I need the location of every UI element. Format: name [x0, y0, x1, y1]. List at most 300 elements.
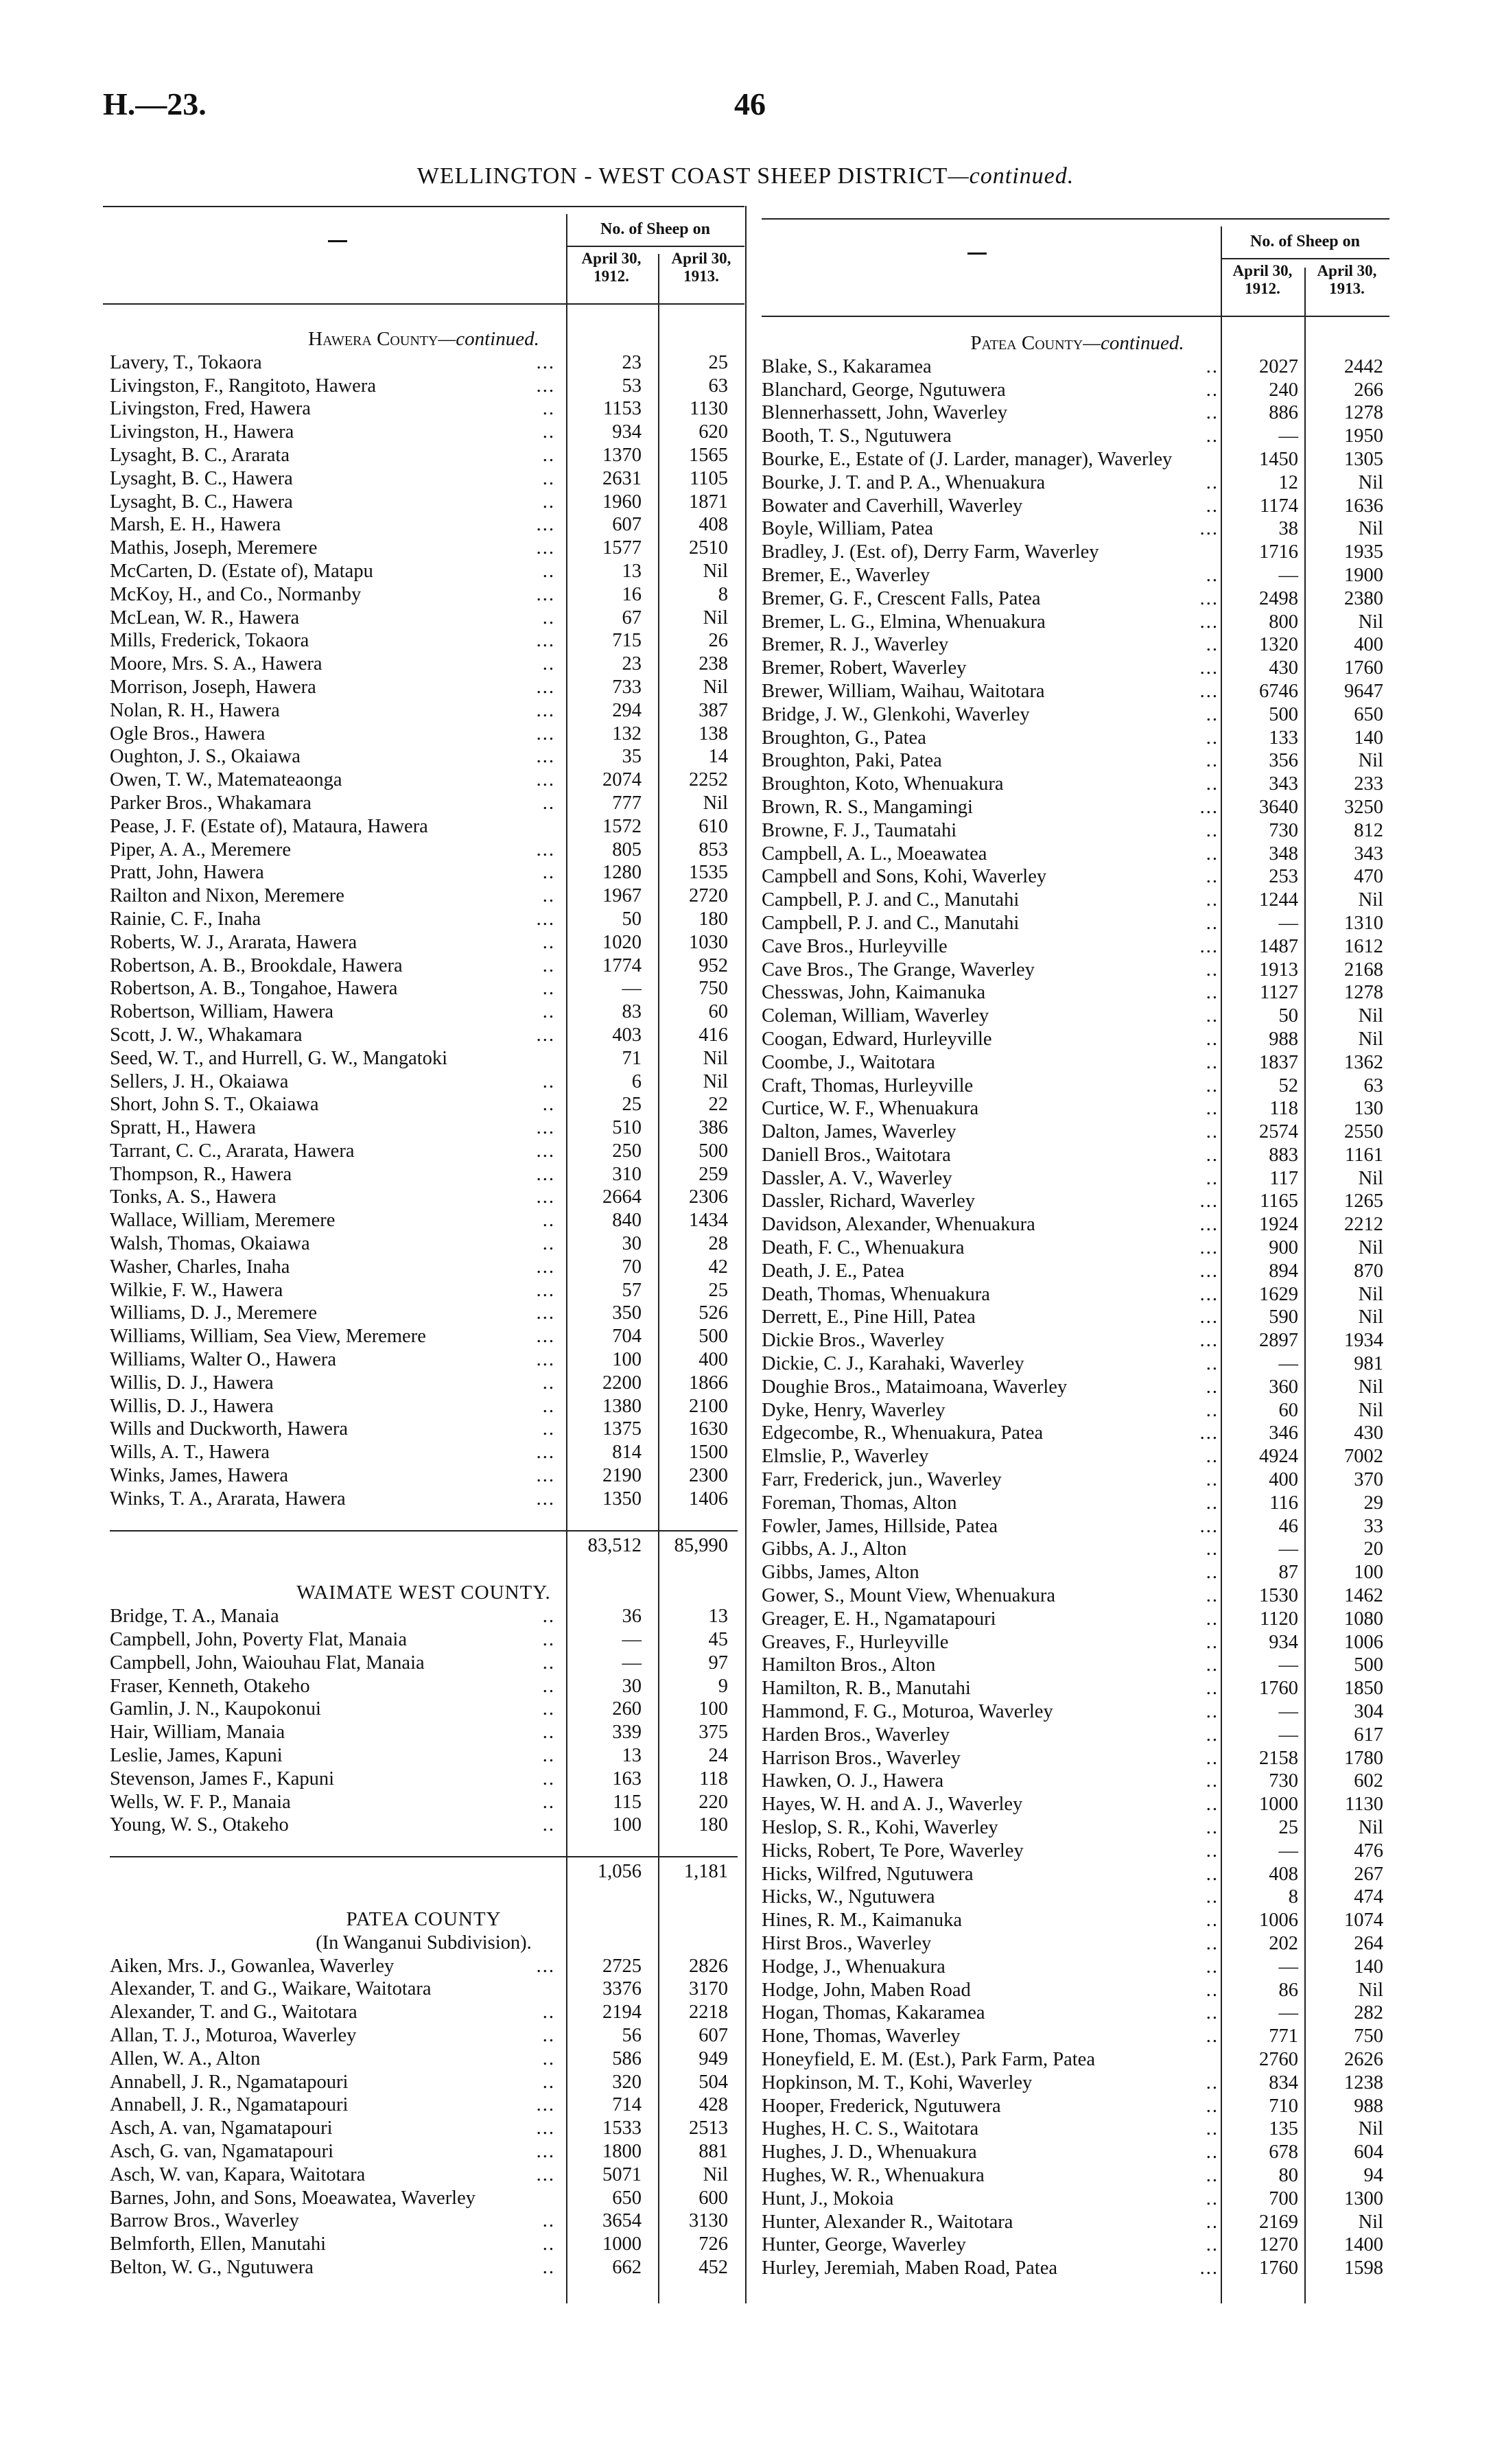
sheep-1913: 233	[1354, 773, 1383, 795]
leader-dots: ..	[1206, 1817, 1219, 1838]
leader-dots: ..	[1206, 1910, 1219, 1932]
right-column-list	[762, 332, 1393, 2280]
table-row	[762, 1700, 1393, 1724]
sheep-1913: 952	[698, 954, 728, 976]
sheep-1913: 1598	[1344, 2257, 1383, 2279]
table-row	[110, 1302, 738, 1325]
sheep-1912: —	[1278, 912, 1298, 934]
column-rule	[745, 206, 747, 2303]
sheep-1913: 1305	[1344, 448, 1383, 470]
sheep-1912: 163	[612, 1768, 642, 1790]
sheep-1912: 733	[612, 676, 642, 698]
sheep-1912: 800	[1269, 611, 1298, 633]
sheep-1913: 1265	[1344, 1190, 1383, 1212]
leader-dots: ..	[1206, 819, 1219, 841]
table-row	[110, 1256, 738, 1279]
owner-name: Bridge, T. A., Manaia	[110, 1606, 279, 1628]
owner-name: Hicks, W., Ngutuwera	[762, 1886, 935, 1908]
owner-name: Death, F. C., Whenuakura	[762, 1237, 965, 1259]
owner-name: Pratt, John, Hawera	[110, 862, 264, 884]
sheep-1912: 310	[612, 1163, 642, 1185]
sheep-count-group-label: No. of Sheep on	[566, 215, 744, 247]
owner-name: Barrow Bros., Waverley	[110, 2210, 299, 2232]
sheep-1912: 1127	[1260, 982, 1298, 1004]
sheep-1913: 750	[698, 978, 728, 1000]
owner-name: Thompson, R., Hawera	[110, 1163, 292, 1185]
sheep-1912: 1924	[1259, 1214, 1298, 1236]
table-row	[110, 1070, 738, 1094]
sheep-1913: 8	[718, 583, 728, 605]
sheep-1913: 60	[708, 1001, 728, 1023]
sheep-1913: 1871	[689, 491, 728, 513]
sheep-1912: 1380	[602, 1395, 642, 1417]
sheep-1912: 1629	[1259, 1283, 1298, 1305]
sheep-1912: 2190	[602, 1465, 642, 1487]
sheep-1912: 771	[1269, 2026, 1298, 2048]
table-row	[762, 1190, 1393, 1213]
owner-name: Blanchard, George, Ngutuwera	[762, 379, 1006, 401]
sheep-1912: 343	[1269, 773, 1298, 795]
sheep-1913: Nil	[1358, 1237, 1383, 1259]
leader-dots: ..	[542, 2002, 555, 2023]
leader-dots: ...	[536, 1442, 555, 1464]
leader-dots: ..	[1206, 703, 1219, 725]
leader-dots: ..	[1206, 1770, 1219, 1792]
sheep-1912: 1153	[603, 398, 642, 420]
leader-dots: ..	[1206, 471, 1219, 493]
sheep-1913: Nil	[703, 1070, 728, 1092]
sheep-1913: Nil	[1358, 750, 1383, 772]
sheep-1913: 1780	[1344, 1747, 1383, 1769]
owner-name: Roberts, W. J., Ararata, Hawera	[110, 931, 357, 953]
sheep-1912: 1244	[1259, 889, 1298, 911]
leader-dots: ...	[1199, 1306, 1219, 1328]
owner-name: Campbell, P. J. and C., Manutahi	[762, 912, 1020, 934]
table-row	[762, 1468, 1393, 1492]
owner-name: Gibbs, James, Alton	[762, 1562, 919, 1584]
leader-dots: ..	[1206, 2072, 1219, 2093]
leader-dots: ..	[542, 1745, 555, 1767]
owner-name: Winks, James, Hawera	[110, 1465, 289, 1487]
sheep-1912: 1760	[1259, 1678, 1298, 1700]
table-row	[110, 884, 738, 908]
sheep-1913: 1406	[689, 1488, 728, 1510]
leader-dots: ..	[1206, 1886, 1219, 1908]
owner-name: Hogan, Thomas, Kakaramea	[762, 2002, 985, 2024]
sheep-1912: 60	[1278, 1399, 1298, 1421]
table-row	[762, 703, 1393, 727]
table-row	[762, 425, 1393, 448]
table-row	[110, 397, 738, 421]
leader-dots: ..	[1206, 634, 1219, 656]
sheep-1913: 28	[708, 1233, 728, 1255]
sheep-count-group-label: No. of Sheep on	[1221, 228, 1389, 259]
owner-name: Hamilton, R. B., Manutahi	[762, 1678, 971, 1700]
sheep-1912: 356	[1269, 750, 1298, 772]
leader-dots: ...	[536, 1186, 555, 1208]
sheep-1912: 253	[1269, 866, 1298, 888]
sheep-1912: 1800	[602, 2140, 642, 2162]
leader-dots: ...	[1199, 680, 1219, 702]
sheep-1913: 1074	[1344, 1910, 1383, 1932]
leader-dots: ..	[1206, 773, 1219, 795]
owner-name: Bowater and Caverhill, Waverley	[762, 495, 1023, 517]
sheep-1912: 250	[612, 1140, 642, 1162]
table-row	[762, 1075, 1393, 1098]
sheep-1913: 267	[1354, 1863, 1383, 1885]
sheep-1913: 1866	[689, 1372, 728, 1394]
sheep-1913: 20	[1363, 1538, 1383, 1560]
sheep-1912: 1174	[1260, 495, 1298, 517]
sheep-1912: 71	[622, 1047, 642, 1069]
sheep-1913: 981	[1354, 1353, 1383, 1375]
sheep-1913: 750	[1354, 2026, 1383, 2048]
table-row	[110, 1488, 738, 1511]
table-row	[762, 564, 1393, 587]
sheep-1912: 30	[622, 1675, 642, 1697]
sheep-1913: 853	[698, 838, 728, 860]
leader-dots: ...	[536, 1349, 555, 1371]
sheep-1913: 1850	[1344, 1678, 1383, 1700]
leader-dots: ..	[1206, 355, 1219, 377]
sheep-1913: 97	[708, 1652, 728, 1674]
sheep-1913: 25	[708, 1279, 728, 1301]
sheep-1913: 386	[698, 1117, 728, 1139]
table-row	[110, 1395, 738, 1418]
sheep-1912: —	[1278, 1353, 1298, 1375]
leader-dots: ...	[536, 2117, 555, 2139]
table-row	[762, 2002, 1393, 2025]
sheep-1912: 6746	[1259, 680, 1298, 702]
table-row	[110, 1186, 738, 1209]
owner-name: Greaves, F., Hurleyville	[762, 1631, 949, 1653]
sheep-1913: 2442	[1344, 355, 1383, 377]
sheep-1913: 1310	[1344, 912, 1383, 934]
sheep-1912: —	[1278, 1956, 1298, 1978]
leader-dots: ..	[1206, 1979, 1219, 2001]
sheep-1912: 704	[612, 1326, 642, 1348]
owner-name: Fowler, James, Hillside, Patea	[762, 1515, 998, 1537]
sheep-1912: 590	[1269, 1306, 1298, 1328]
leader-dots: ..	[542, 607, 555, 629]
owner-name: Bremer, E., Waverley	[762, 564, 930, 586]
sheep-1913: 1565	[689, 444, 728, 466]
table-row	[762, 587, 1393, 611]
table-row	[762, 1561, 1393, 1584]
sheep-1913: 2513	[689, 2117, 728, 2139]
leader-dots: ..	[1206, 843, 1219, 865]
table-row	[762, 541, 1393, 564]
owner-name: Tonks, A. S., Hawera	[110, 1186, 277, 1208]
owner-name: Wallace, William, Meremere	[110, 1210, 336, 1232]
leader-dots: ...	[1199, 1422, 1219, 1444]
leader-dots: ..	[1206, 379, 1219, 401]
sheep-1913: Nil	[703, 1047, 728, 1069]
sheep-1912: 13	[622, 1745, 642, 1767]
sheep-1912: 16	[622, 583, 642, 605]
owner-name: Hayes, W. H. and A. J., Waverley	[762, 1794, 1023, 1816]
leader-dots: ...	[536, 2140, 555, 2162]
leader-dots: ..	[1206, 2164, 1219, 2186]
table-row	[110, 2256, 738, 2279]
leader-dots: ..	[1206, 1167, 1219, 1189]
sheep-1913: 602	[1354, 1770, 1383, 1792]
owner-name: Asch, W. van, Kapara, Waitotara	[110, 2163, 366, 2185]
owner-name: Rainie, C. F., Inaha	[110, 908, 261, 930]
sheep-1913: Nil	[703, 560, 728, 582]
table-row	[110, 1744, 738, 1768]
sheep-1913: 94	[1363, 2164, 1383, 2186]
sheep-1912: 1165	[1260, 1190, 1298, 1212]
leader-dots: ..	[1206, 1562, 1219, 1584]
table-row	[110, 1140, 738, 1163]
owner-name: Hughes, J. D., Whenuakura	[762, 2142, 977, 2163]
table-row	[762, 1770, 1393, 1793]
owner-name: Leslie, James, Kapuni	[110, 1745, 283, 1767]
table-row	[762, 1863, 1393, 1886]
col-1912-label: April 30, 1912.	[1232, 262, 1293, 297]
blank-column-dash	[328, 240, 347, 242]
sheep-1913: 620	[698, 421, 728, 443]
leader-dots: ...	[536, 375, 555, 397]
table-row	[762, 981, 1393, 1005]
sheep-1913: 1362	[1344, 1051, 1383, 1073]
owner-name: Dickie, C. J., Karahaki, Waverley	[762, 1353, 1024, 1375]
sheep-1912: 2574	[1259, 1121, 1298, 1143]
owner-name: Winks, T. A., Ararata, Hawera	[110, 1488, 346, 1510]
sheep-1912: 25	[1278, 1817, 1298, 1838]
sheep-1912: 87	[1278, 1562, 1298, 1584]
table-row	[762, 2257, 1393, 2280]
table-row	[762, 1816, 1393, 1840]
sheep-1913: Nil	[1358, 1005, 1383, 1027]
table-row	[762, 657, 1393, 680]
table-row	[762, 1213, 1393, 1236]
table-row	[110, 1348, 738, 1372]
table-row	[762, 1840, 1393, 1863]
sheep-1912: 117	[1269, 1167, 1298, 1189]
sheep-1912: 56	[622, 2024, 642, 2046]
sheep-1913: 1278	[1344, 402, 1383, 424]
owner-name: Hawken, O. J., Hawera	[762, 1770, 944, 1792]
table-row	[110, 2001, 738, 2024]
sheep-1913: 1278	[1344, 982, 1383, 1004]
leader-dots: ..	[1206, 727, 1219, 749]
leader-dots: ..	[1206, 1678, 1219, 1700]
sheep-1913: 14	[708, 746, 728, 768]
table-row	[110, 745, 738, 768]
sheep-1912: 116	[1269, 1492, 1298, 1514]
sheep-1912: 13	[622, 560, 642, 582]
table-row	[110, 491, 738, 514]
leader-dots: ..	[1206, 1098, 1219, 1120]
table-row	[762, 749, 1393, 773]
owner-name: Hopkinson, M. T., Kohi, Waverley	[762, 2072, 1033, 2093]
leader-dots: ..	[1206, 889, 1219, 911]
sheep-1912: —	[1278, 1654, 1298, 1676]
table-row	[110, 1093, 738, 1116]
sheep-1913: 375	[698, 1722, 728, 1744]
table-row	[762, 1631, 1393, 1654]
leader-dots: ..	[1206, 1353, 1219, 1375]
table-row	[762, 889, 1393, 912]
sheep-1912: 1350	[602, 1488, 642, 1510]
leader-dots: ..	[1206, 1840, 1219, 1862]
owner-name: Hunt, J., Mokoia	[762, 2187, 894, 2209]
sheep-1913: Nil	[703, 2163, 728, 2185]
sheep-1912: 988	[1269, 1028, 1298, 1050]
leader-dots: ..	[542, 885, 555, 907]
sheep-1912: 2169	[1259, 2211, 1298, 2233]
table-row	[110, 1464, 738, 1488]
owner-name: Death, Thomas, Whenuakura	[762, 1283, 990, 1305]
owner-name: Campbell, P. J. and C., Manutahi	[762, 889, 1020, 911]
sheep-1912: 350	[612, 1302, 642, 1324]
table-row	[110, 1372, 738, 1395]
table-row	[110, 954, 738, 978]
leader-dots: ..	[1206, 912, 1219, 934]
leader-dots: ..	[542, 467, 555, 489]
sheep-1912: 715	[612, 630, 642, 652]
table-row	[110, 583, 738, 607]
leader-dots: ..	[1206, 1144, 1219, 1166]
leader-dots: ..	[542, 560, 555, 582]
table-row	[762, 773, 1393, 796]
sheep-1912: 53	[622, 375, 642, 397]
owner-name: Annabell, J. R., Ngamatapouri	[110, 2094, 349, 2116]
owner-name: Hughes, W. R., Whenuakura	[762, 2164, 985, 2186]
sheep-1913: 500	[698, 1140, 728, 1162]
leader-dots: ..	[542, 792, 555, 814]
sheep-1913: 13	[708, 1606, 728, 1628]
owner-name: Alexander, T. and G., Waikare, Waitotara	[110, 1978, 432, 2000]
table-row	[762, 633, 1393, 657]
sheep-1913: 180	[698, 908, 728, 930]
sheep-1912: 38	[1278, 518, 1298, 540]
sheep-1912: —	[1278, 425, 1298, 447]
sheep-1912: 12	[1278, 471, 1298, 493]
leader-dots: ..	[1206, 1005, 1219, 1027]
sheep-1912: 67	[622, 607, 642, 629]
owner-name: Coogan, Edward, Hurleyville	[762, 1028, 992, 1050]
table-row	[762, 2025, 1393, 2048]
sheep-1912: 894	[1269, 1260, 1298, 1282]
sheep-1912: 2200	[602, 1372, 642, 1394]
sheep-1912: 2158	[1259, 1747, 1298, 1769]
sheep-1912: 2664	[602, 1186, 642, 1208]
leader-dots: ..	[1206, 1932, 1219, 1954]
leader-dots: ..	[1206, 2002, 1219, 2024]
table-row	[110, 1279, 738, 1302]
table-row	[110, 2187, 738, 2210]
sheep-1913: 500	[698, 1326, 728, 1348]
sheep-1913: 2550	[1344, 1121, 1383, 1143]
owner-name: Scott, J. W., Whakamara	[110, 1024, 303, 1046]
leader-dots: ...	[536, 1302, 555, 1324]
sheep-1912: 320	[612, 2071, 642, 2093]
owner-name: Spratt, H., Hawera	[110, 1117, 256, 1139]
leader-dots: ...	[536, 1117, 555, 1139]
sheep-1913: Nil	[1358, 1028, 1383, 1050]
leader-dots: ..	[1206, 2095, 1219, 2117]
sheep-1913: 949	[698, 2048, 728, 2069]
table-row	[110, 467, 738, 491]
sheep-1912: 1967	[602, 885, 642, 907]
leader-dots: ...	[536, 1279, 555, 1301]
table-row	[762, 1329, 1393, 1352]
leader-dots: ...	[536, 2094, 555, 2116]
owner-name: Broughton, Koto, Whenuakura	[762, 773, 1004, 795]
section-heading-suffix: —continued.	[438, 328, 539, 350]
sheep-1913: 1105	[690, 467, 728, 489]
sheep-1913: 264	[1354, 1932, 1383, 1954]
owner-name: Lysaght, B. C., Hawera	[110, 467, 293, 489]
sheep-1912: 240	[1269, 379, 1298, 401]
table-row	[110, 653, 738, 676]
leader-dots: ..	[1206, 2118, 1219, 2140]
sheep-1912: 1760	[1259, 2257, 1298, 2279]
left-table-header	[103, 206, 744, 305]
owner-name: Campbell and Sons, Kohi, Waverley	[762, 866, 1047, 888]
leader-dots: ...	[1199, 1283, 1219, 1305]
sheep-1912: —	[1278, 1701, 1298, 1723]
leader-dots: ..	[542, 931, 555, 953]
sheep-1912: 1913	[1259, 959, 1298, 981]
table-row	[110, 908, 738, 931]
title-suffix: —continued.	[948, 163, 1075, 189]
sheep-1913: 452	[698, 2256, 728, 2278]
owner-name: Railton and Nixon, Meremere	[110, 885, 344, 907]
leader-dots: ...	[536, 2163, 555, 2185]
leader-dots: ...	[536, 699, 555, 721]
sheep-1913: 118	[699, 1768, 728, 1790]
sheep-1912: 52	[1278, 1075, 1298, 1096]
table-row	[110, 1000, 738, 1024]
owner-name: Oughton, J. S., Okaiawa	[110, 746, 301, 768]
sheep-1913: 22	[708, 1094, 728, 1116]
owner-name: Willis, D. J., Hawera	[110, 1372, 274, 1394]
leader-dots: ...	[536, 1163, 555, 1185]
sheep-1913: 526	[698, 1302, 728, 1324]
leader-dots: ..	[1206, 2234, 1219, 2256]
owner-name: Piper, A. A., Meremere	[110, 838, 292, 860]
sheep-1913: 812	[1354, 819, 1383, 841]
table-row	[110, 1441, 738, 1464]
table-row	[762, 448, 1393, 471]
leader-dots: ..	[542, 398, 555, 420]
sheep-1912: 1320	[1259, 634, 1298, 656]
sheep-1913: 1,181	[683, 1861, 728, 1883]
sheep-1913: 1300	[1344, 2187, 1383, 2209]
sheep-1913: 387	[698, 699, 728, 721]
table-row	[110, 723, 738, 746]
sheep-1912: 934	[1269, 1631, 1298, 1653]
table-row	[762, 1120, 1393, 1144]
owner-name: Brown, R. S., Mangamingi	[762, 796, 973, 818]
sheep-1912: 650	[612, 2187, 642, 2209]
owner-name: Nolan, R. H., Hawera	[110, 699, 280, 721]
sheep-1913: 408	[698, 514, 728, 536]
owner-name: Aiken, Mrs. J., Gowanlea, Waverley	[110, 1955, 395, 1977]
leader-dots: ..	[542, 1606, 555, 1628]
leader-dots: ..	[1206, 1469, 1219, 1491]
owner-name: McLean, W. R., Hawera	[110, 607, 300, 629]
sheep-1913: 7002	[1344, 1446, 1383, 1468]
sheep-1912: 1960	[602, 491, 642, 513]
table-row	[762, 1724, 1393, 1747]
sheep-1912: 3640	[1259, 796, 1298, 818]
leader-dots: ...	[1199, 1190, 1219, 1212]
